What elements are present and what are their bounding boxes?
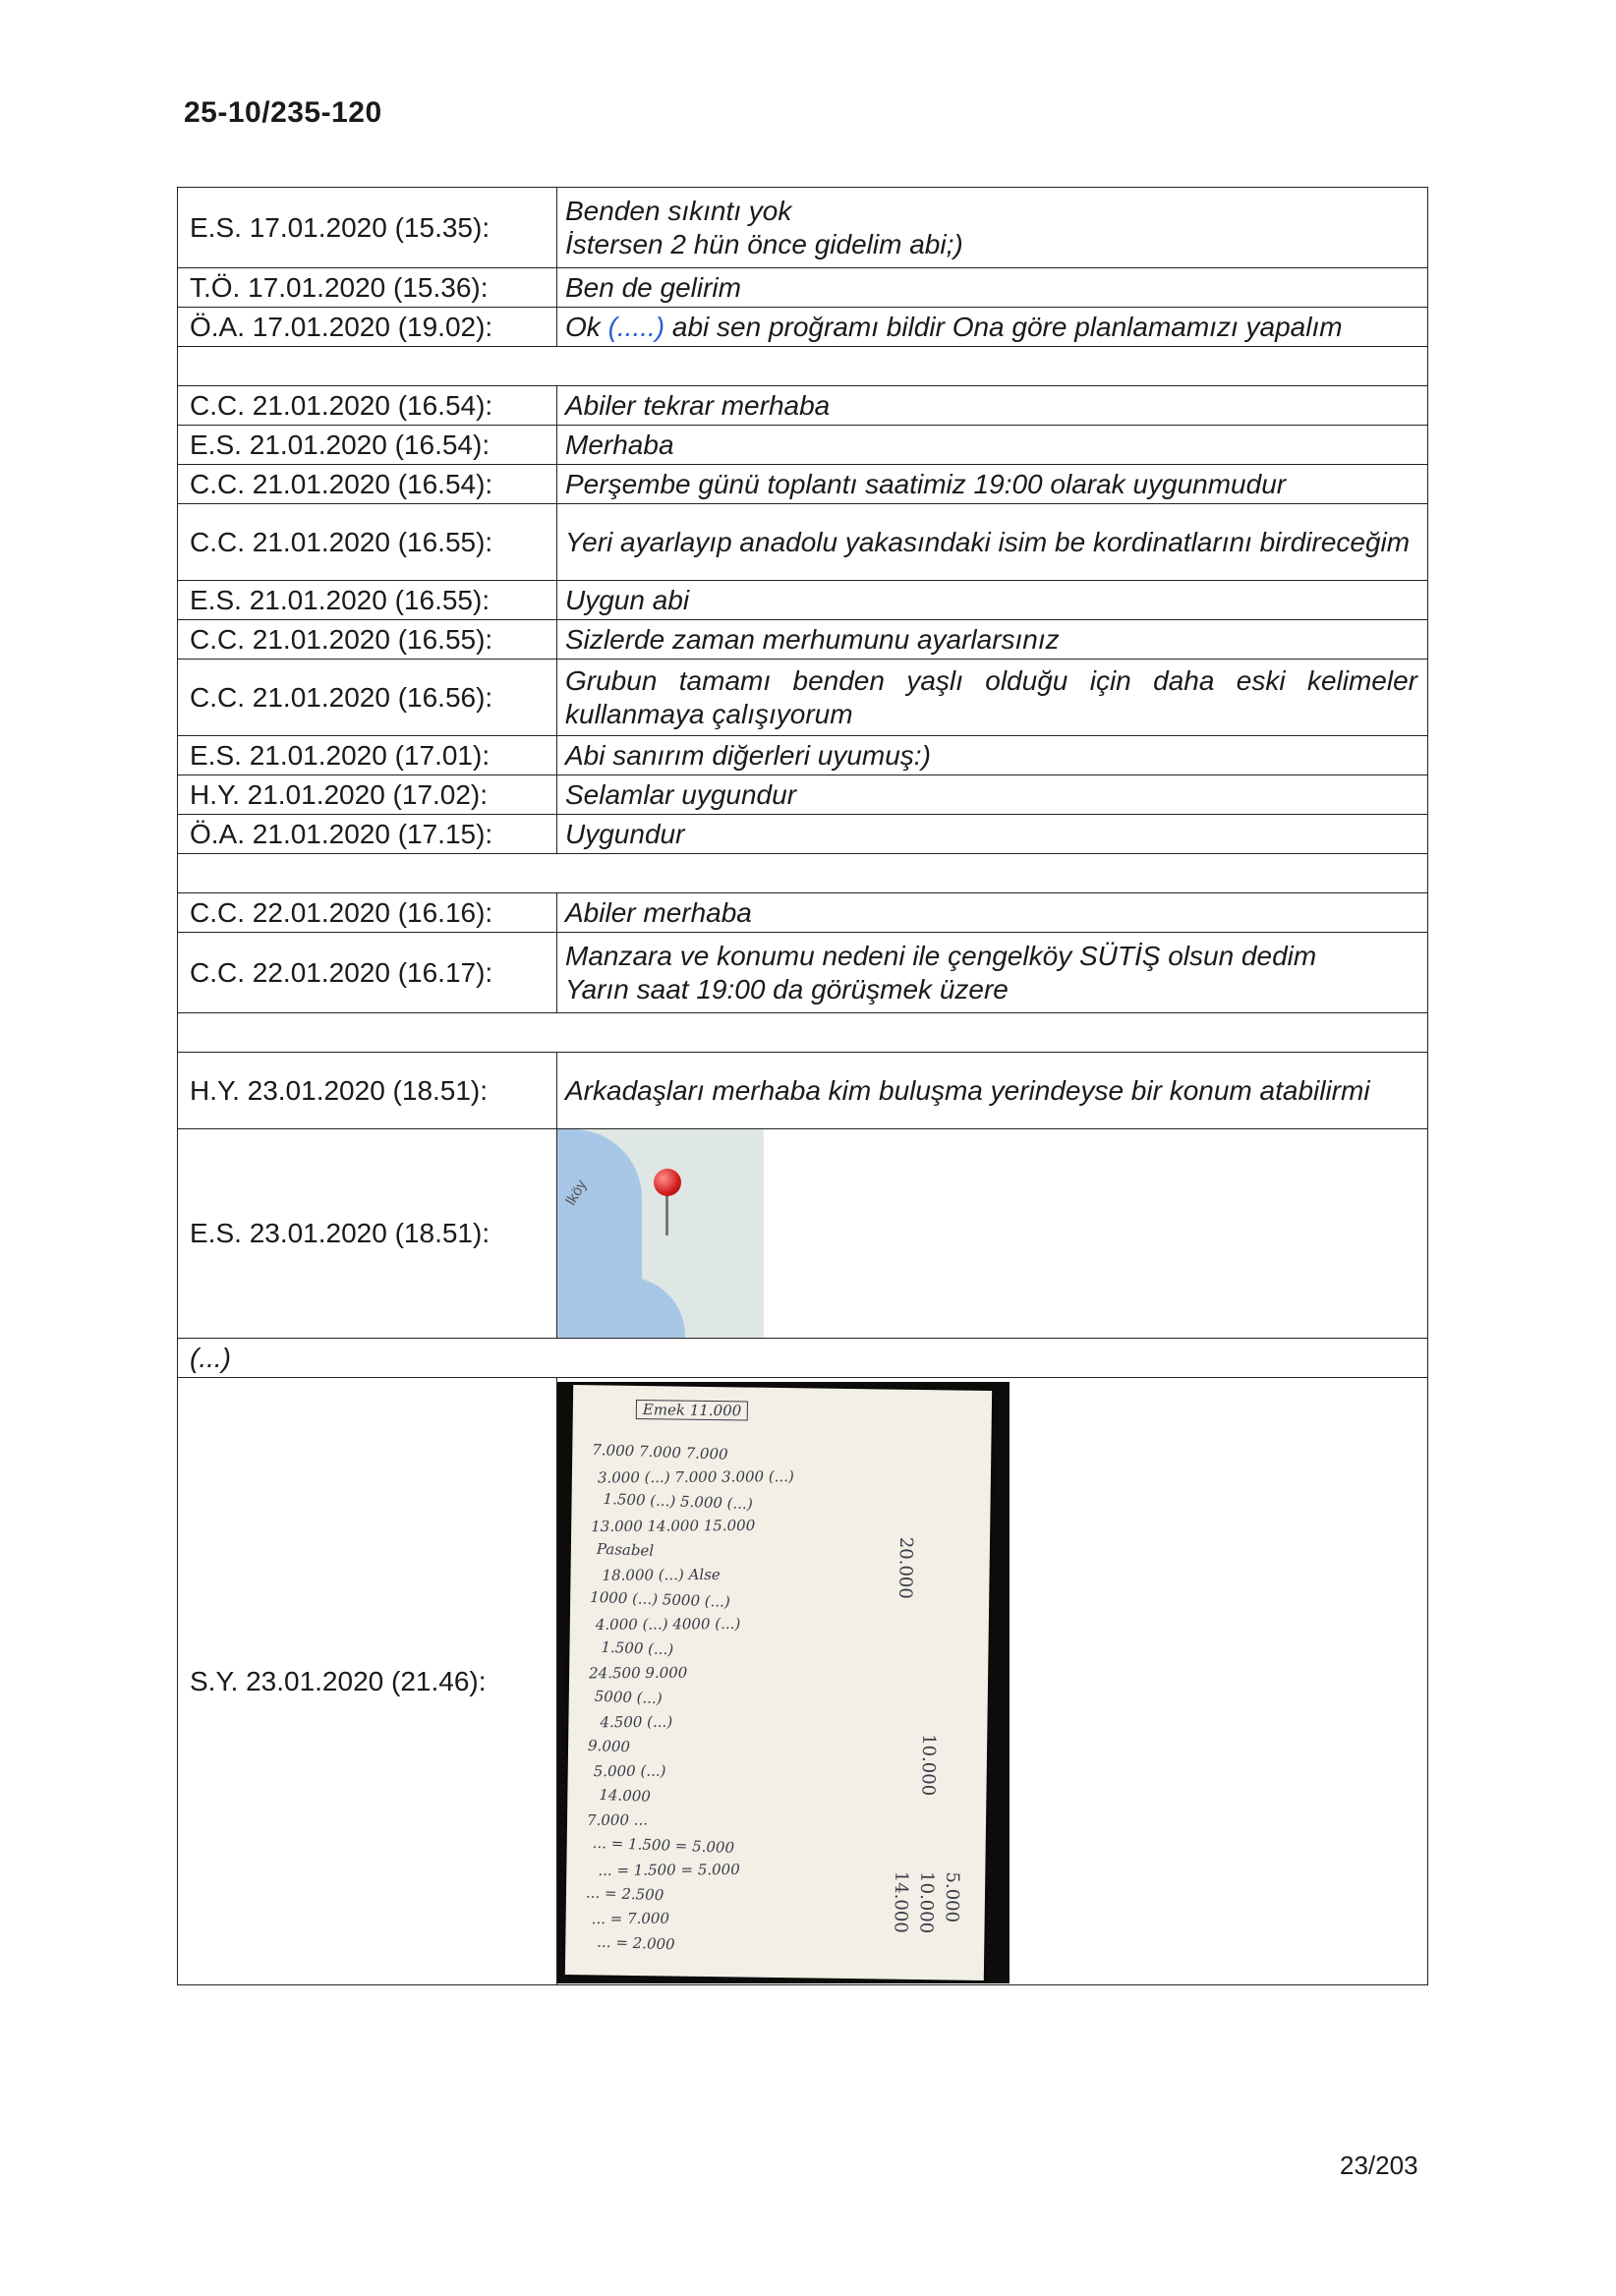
message-cell: Arkadaşları merhaba kim buluşma yerindeyse bir konum atabilirmi bbox=[557, 1053, 1428, 1129]
sender-cell: C.C. 22.01.2020 (16.16): bbox=[178, 893, 557, 933]
message-line: Yarın saat 19:00 da görüşmek üzere bbox=[565, 973, 1009, 1004]
note-line: 3.000 (...) 7.000 3.000 (...) bbox=[597, 1467, 794, 1487]
note-line: 4.000 (...) 4000 (...) bbox=[595, 1614, 741, 1634]
message-cell: Selamlar uygundur bbox=[557, 775, 1428, 815]
sender-cell: C.C. 21.01.2020 (16.56): bbox=[178, 660, 557, 736]
map-label: lköy bbox=[562, 1177, 591, 1209]
map-water bbox=[557, 1277, 685, 1338]
table-row bbox=[178, 815, 1428, 854]
handwritten-note-photo bbox=[557, 1382, 1010, 1983]
message-table bbox=[177, 187, 1428, 1985]
note-line: 1.500 (...) bbox=[601, 1637, 674, 1659]
table-row bbox=[178, 386, 1428, 426]
message-cell bbox=[557, 933, 1428, 1013]
note-line: 5000 (...) bbox=[594, 1687, 664, 1708]
table-row bbox=[178, 268, 1428, 308]
map-pin-stick bbox=[665, 1194, 668, 1235]
note-line: 4.500 (...) bbox=[600, 1712, 673, 1732]
sender-cell: E.S. 21.01.2020 (16.55): bbox=[178, 581, 557, 620]
note-line: 1.500 (...) 5.000 (...) bbox=[603, 1489, 754, 1514]
sender-cell: C.C. 21.01.2020 (16.54): bbox=[178, 465, 557, 504]
table-row bbox=[178, 308, 1428, 347]
message-cell: Grubun tamamı benden yaşlı olduğu için daha eski kelimeler kullanmaya çalışıyorum bbox=[557, 660, 1428, 736]
map-cell bbox=[557, 1129, 1428, 1339]
photo-cell bbox=[557, 1378, 1428, 1985]
spacer-row bbox=[178, 347, 1428, 386]
sender-cell: C.C. 21.01.2020 (16.55): bbox=[178, 620, 557, 660]
table-row bbox=[178, 465, 1428, 504]
table-row bbox=[178, 893, 1428, 933]
note-vertical-line: 20.000 bbox=[895, 1536, 917, 1599]
note-header: Emek 11.000 bbox=[636, 1400, 749, 1421]
map-pin-icon bbox=[654, 1169, 681, 1196]
sender-cell: C.C. 22.01.2020 (16.17): bbox=[178, 933, 557, 1013]
note-line: ... = 2.000 bbox=[596, 1932, 675, 1954]
message-cell: Perşembe günü toplantı saatimiz 19:00 olarak uygunmudur bbox=[557, 465, 1428, 504]
note-vertical-line: 10.000 bbox=[917, 1733, 940, 1797]
document-id: 25-10/235-120 bbox=[184, 96, 382, 129]
note-line: ... = 1.500 = 5.000 bbox=[592, 1833, 735, 1857]
message-cell: Uygun abi bbox=[557, 581, 1428, 620]
note-line: 1000 (...) 5000 (...) bbox=[589, 1587, 731, 1611]
table-row bbox=[178, 504, 1428, 581]
message-cell: Abiler merhaba bbox=[557, 893, 1428, 933]
sender-cell: Ö.A. 17.01.2020 (19.02): bbox=[178, 308, 557, 347]
spacer-row bbox=[178, 854, 1428, 893]
note-vertical-line: 5.000 bbox=[941, 1871, 963, 1923]
message-line: İstersen 2 hün önce gidelim abi;) bbox=[565, 228, 963, 259]
table-row bbox=[178, 1339, 1428, 1378]
note-line: ... = 2.500 bbox=[585, 1883, 664, 1905]
sender-cell: H.Y. 21.01.2020 (17.02): bbox=[178, 775, 557, 815]
table-row bbox=[178, 1053, 1428, 1129]
sender-cell: C.C. 21.01.2020 (16.54): bbox=[178, 386, 557, 426]
message-cell bbox=[557, 308, 1428, 347]
message-cell: Yeri ayarlayıp anadolu yakasındaki isim be kordinatlarını birdireceğim bbox=[557, 504, 1428, 581]
redaction-mark: (.....) bbox=[607, 311, 665, 342]
message-text: Ok bbox=[565, 311, 608, 342]
omission-row: (...) bbox=[178, 1339, 1428, 1378]
note-paper bbox=[565, 1385, 992, 1980]
message-cell: Abi sanırım diğerleri uyumuş:) bbox=[557, 736, 1428, 775]
table-row bbox=[178, 581, 1428, 620]
table-row bbox=[178, 933, 1428, 1013]
note-vertical-line: 14.000 bbox=[890, 1870, 912, 1933]
note-line: 13.000 14.000 15.000 bbox=[591, 1516, 756, 1536]
message-cell: Abiler tekrar merhaba bbox=[557, 386, 1428, 426]
note-line: 18.000 (...) Alse bbox=[602, 1565, 721, 1584]
spacer-row bbox=[178, 1013, 1428, 1053]
message-text: abi sen proğramı bildir Ona göre planlamamızı yapalım bbox=[664, 311, 1343, 342]
note-line: 24.500 9.000 bbox=[589, 1663, 688, 1683]
sender-cell: E.S. 17.01.2020 (15.35): bbox=[178, 188, 557, 268]
sender-cell: E.S. 23.01.2020 (18.51): bbox=[178, 1129, 557, 1339]
table-row bbox=[178, 188, 1428, 268]
sender-cell: H.Y. 23.01.2020 (18.51): bbox=[178, 1053, 557, 1129]
message-cell bbox=[557, 188, 1428, 268]
table-row bbox=[178, 660, 1428, 736]
note-line: Pasabel bbox=[596, 1539, 655, 1560]
table-row bbox=[178, 426, 1428, 465]
sender-cell: C.C. 21.01.2020 (16.55): bbox=[178, 504, 557, 581]
table-row bbox=[178, 1378, 1428, 1985]
note-vertical-line: 10.000 bbox=[915, 1870, 938, 1934]
message-line: Manzara ve konumu nedeni ile çengelköy SÜTİŞ olsun dedim bbox=[565, 940, 1317, 971]
note-line: 7.000 ... bbox=[586, 1810, 649, 1829]
message-cell: Merhaba bbox=[557, 426, 1428, 465]
note-line: 9.000 bbox=[587, 1736, 631, 1756]
message-cell: Ben de gelirim bbox=[557, 268, 1428, 308]
table-row bbox=[178, 1129, 1428, 1339]
table-row bbox=[178, 775, 1428, 815]
sender-cell: E.S. 21.01.2020 (17.01): bbox=[178, 736, 557, 775]
table-row bbox=[178, 736, 1428, 775]
note-line: ... = 1.500 = 5.000 bbox=[598, 1860, 740, 1879]
sender-cell: S.Y. 23.01.2020 (21.46): bbox=[178, 1378, 557, 1985]
sender-cell: Ö.A. 21.01.2020 (17.15): bbox=[178, 815, 557, 854]
message-cell: Uygundur bbox=[557, 815, 1428, 854]
page-number: 23/203 bbox=[1340, 2151, 1418, 2180]
note-line: 5.000 (...) bbox=[593, 1761, 666, 1781]
note-line: 14.000 bbox=[599, 1785, 652, 1806]
sender-cell: E.S. 21.01.2020 (16.54): bbox=[178, 426, 557, 465]
note-line: 7.000 7.000 7.000 bbox=[591, 1440, 728, 1464]
message-cell: Sizlerde zaman merhumunu ayarlarsınız bbox=[557, 620, 1428, 660]
sender-cell: T.Ö. 17.01.2020 (15.36): bbox=[178, 268, 557, 308]
table-row bbox=[178, 620, 1428, 660]
note-line: ... = 7.000 bbox=[591, 1909, 670, 1928]
message-line: Benden sıkıntı yok bbox=[565, 195, 792, 226]
location-map-image bbox=[557, 1129, 764, 1338]
